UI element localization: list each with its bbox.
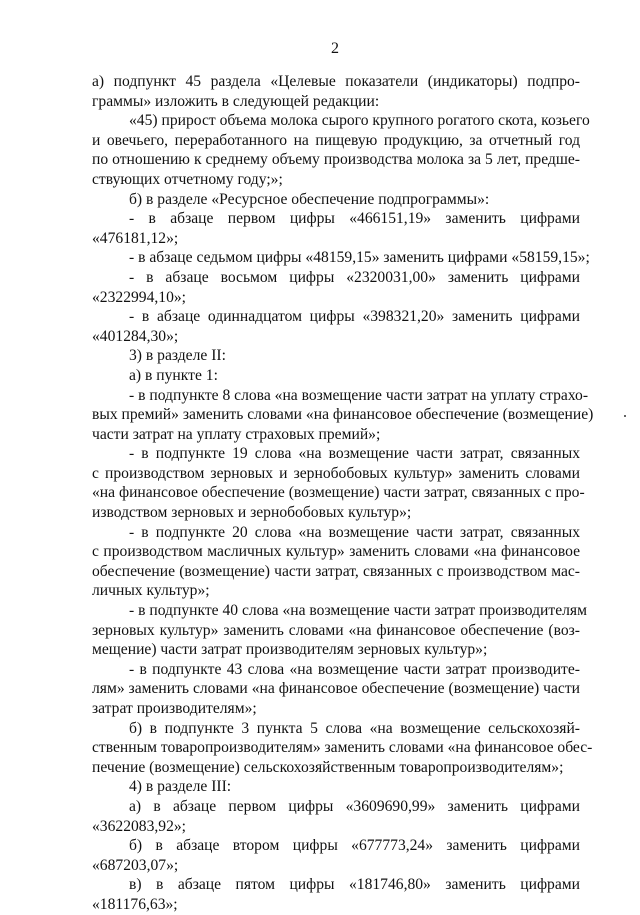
- text-line: «45) прирост объема молока сырого крупного рогатого скота, козьего: [129, 112, 590, 130]
- text-line: ствующих отчетному году;»;: [92, 170, 283, 188]
- text-line: а) подпункт 45 раздела «Целевые показатели (индикаторы) подпро-: [92, 73, 580, 90]
- text-line: зерновых культур» заменить словами «на финансовое обеспечение (воз-: [92, 621, 580, 639]
- text-line: - в подпункте 20 слова «на возмещение части затрат, связанных: [129, 523, 580, 541]
- text-line: 3) в разделе II:: [129, 347, 226, 365]
- text-line: ственным товаропроизводителям» заменить словами «на финансовое обес-: [92, 739, 593, 757]
- text-line: граммы» изложить в следующей редакции:: [92, 92, 380, 110]
- text-line: изводством зерновых и зернобобовых культур»;: [92, 504, 412, 522]
- margin-mark: [624, 415, 626, 417]
- text-line: с производством масличных культур» заменить словами «на финансовое: [92, 543, 580, 561]
- text-line: вых премий» заменить словами «на финансовое обеспечение (возмещение): [92, 406, 594, 424]
- text-line: «на финансовое обеспечение (возмещение) части затрат, связанных с про-: [92, 484, 585, 502]
- text-line: а) в пункте 1:: [129, 366, 218, 384]
- text-line: «476181,12»;: [92, 229, 179, 247]
- text-line: затрат производителям»;: [92, 700, 257, 717]
- text-line: 4) в разделе III:: [129, 778, 232, 796]
- document-body: [92, 72, 594, 915]
- text-line: мещение) части затрат производителям зерновых культур»;: [92, 641, 488, 659]
- text-line: в) в абзаце пятом цифры «181746,80» заменить цифрами: [129, 876, 580, 894]
- text-line: обеспечение (возмещение) части затрат, связанных с производством мас-: [92, 562, 580, 580]
- text-line: личных культур»;: [92, 582, 210, 600]
- text-line: б) в абзаце втором цифры «677773,24» заменить цифрами: [129, 837, 580, 855]
- text-line: «2322994,10»;: [92, 288, 186, 306]
- text-line: «687203,07»;: [92, 856, 179, 874]
- text-line: - в абзаце восьмом цифры «2320031,00» заменить цифрами: [129, 268, 580, 286]
- text-line: печение (возмещение) сельскохозяйственным товаропроизводителям»;: [92, 758, 564, 776]
- text-line: - в подпункте 8 слова «на возмещение части затрат на уплату страхо-: [129, 386, 589, 404]
- text-line: «181176,63»;: [92, 895, 178, 913]
- text-line: б) в подпункте 3 пункта 5 слова «на возмещение сельскохозяй-: [129, 719, 580, 737]
- text-line: - в подпункте 19 слова «на возмещение части затрат, связанных: [129, 445, 580, 463]
- text-line: с производством зерновых и зернобобовых культур» заменить словами: [92, 464, 580, 482]
- text-line: по отношению к среднему объему производства молока за 5 лет, предше-: [92, 151, 580, 169]
- page-number: 2: [331, 40, 339, 57]
- text-line: б) в разделе «Ресурсное обеспечение подпрограммы»:: [129, 190, 490, 208]
- text-line: «3622083,92»;: [92, 817, 186, 835]
- text-line: лям» заменить словами «на финансовое обеспечение (возмещение) части: [92, 680, 580, 698]
- text-line: - в подпункте 40 слова «на возмещение части затрат производителям: [129, 602, 587, 620]
- text-line: «401284,30»;: [92, 327, 179, 345]
- text-line: - в абзаце одиннадцатом цифры «398321,20» заменить цифрами: [129, 308, 580, 326]
- text-line: - в абзаце первом цифры «466151,19» заменить цифрами: [129, 210, 580, 228]
- text-line: а) в абзаце первом цифры «3609690,99» заменить цифрами: [129, 797, 580, 815]
- text-line: - в подпункте 43 слова «на возмещение части затрат производите-: [129, 660, 580, 678]
- text-line: и овечьего, переработанного на пищевую продукцию, за отчетный год: [92, 131, 580, 149]
- text-line: части затрат на уплату страховых премий»;: [92, 425, 381, 443]
- text-line: - в абзаце седьмом цифры «48159,15» заменить цифрами «58159,15»;: [129, 249, 590, 267]
